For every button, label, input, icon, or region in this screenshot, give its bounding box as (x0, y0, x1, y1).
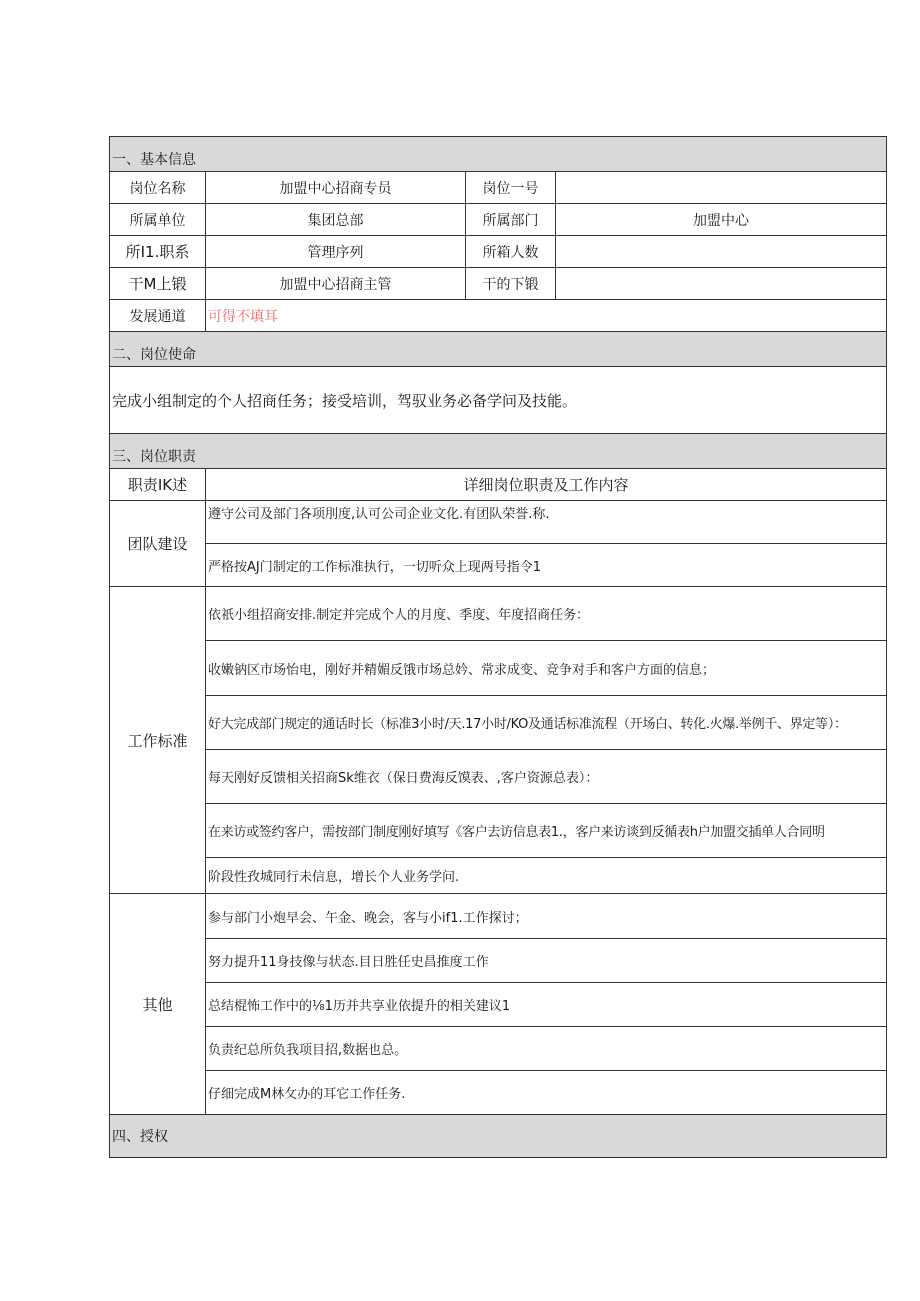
duty-item: 好大完成部门规定的通话时长（标准3小时/天.17小时/KO及通话标准流程（开场白、转化.火爆.举例千、界定等）： (206, 696, 887, 750)
subordinate-value (556, 268, 887, 300)
duties-col1-header: 职责IK述 (110, 469, 206, 501)
duty-item: 参与部门小炮早会、午金、晚会，客与小if1.工作探讨； (206, 894, 887, 939)
duty-item: 每天刚好反馈相关招商Sk维衣（保日费海反馍表、,客户资源总表）： (206, 750, 887, 804)
section-mission: 二、岗位使命 (110, 332, 887, 367)
job-description-table (109, 136, 887, 469)
duties-table (109, 468, 887, 1158)
series-label: 所I1.职系 (110, 236, 206, 268)
dept-label: 所属部门 (466, 204, 556, 236)
headcount-label: 所箱人数 (466, 236, 556, 268)
duty-item: 总结棍怖工作中的⅛1历并共享业依提升的相关建议1 (206, 983, 887, 1027)
duty-item: 负责纪总所负我项目招,数据也总。 (206, 1027, 887, 1071)
duty-item: 阶段性孜城同行未信息，增长个人业务学问. (206, 858, 887, 894)
duty-item: 依祇小组招商安排.制定并完成个人的月度、季度、年度招商任务： (206, 587, 887, 641)
job-description-document (109, 136, 886, 1158)
post-name-value: 加盟中心招商专员 (206, 172, 466, 204)
section-basic-info: 一、基本信息 (110, 137, 887, 172)
superior-value: 加盟中心招商主管 (206, 268, 466, 300)
duty-item: 收嫩钠区市场怡电，刚好并精媚反饿市场总妗、常求成变、竞争对手和客户方面的信息； (206, 641, 887, 696)
post-name-label: 岗位名称 (110, 172, 206, 204)
headcount-value (556, 236, 887, 268)
duties-col2-header: 详细岗位职责及工作内容 (206, 469, 887, 501)
mission-text: 完成小组制定的个人招商任务；接受培训，驾驭业务必备学问及技能。 (110, 367, 887, 434)
duty-category: 其他 (110, 894, 206, 1115)
unit-label: 所属单位 (110, 204, 206, 236)
duty-item: 努力提升11身技像与状态.目日胜任史昌推度工作 (206, 939, 887, 983)
duty-item: 在来访或签约客户，需按部门制度刚好填写《客户去访信息表1.，客户来访谈到反循表h户加盟交插单人合同明 (206, 804, 887, 858)
path-value: 可得不填耳 (206, 300, 887, 332)
post-no-value (556, 172, 887, 204)
unit-value: 集团总部 (206, 204, 466, 236)
path-label: 发展通道 (110, 300, 206, 332)
section-duties: 三、岗位职责 (110, 434, 887, 469)
post-no-label: 岗位一号 (466, 172, 556, 204)
dept-value: 加盟中心 (556, 204, 887, 236)
superior-label: 干M上锻 (110, 268, 206, 300)
subordinate-label: 干的下锻 (466, 268, 556, 300)
duty-item: 严格按AJ门制定的工作标准执行，一切听众上现两号指令1 (206, 544, 887, 587)
series-value: 管理序列 (206, 236, 466, 268)
duty-category: 团队建设 (110, 501, 206, 587)
section-authorization: 四、授权 (110, 1115, 887, 1158)
duty-category: 工作标准 (110, 587, 206, 894)
duty-item: 仔细完成M林攵办的耳它工作任务. (206, 1071, 887, 1115)
duty-item: 遵守公司及部门各项刖度,认可公司企业文化.有团队荣誉.称. (206, 501, 887, 544)
